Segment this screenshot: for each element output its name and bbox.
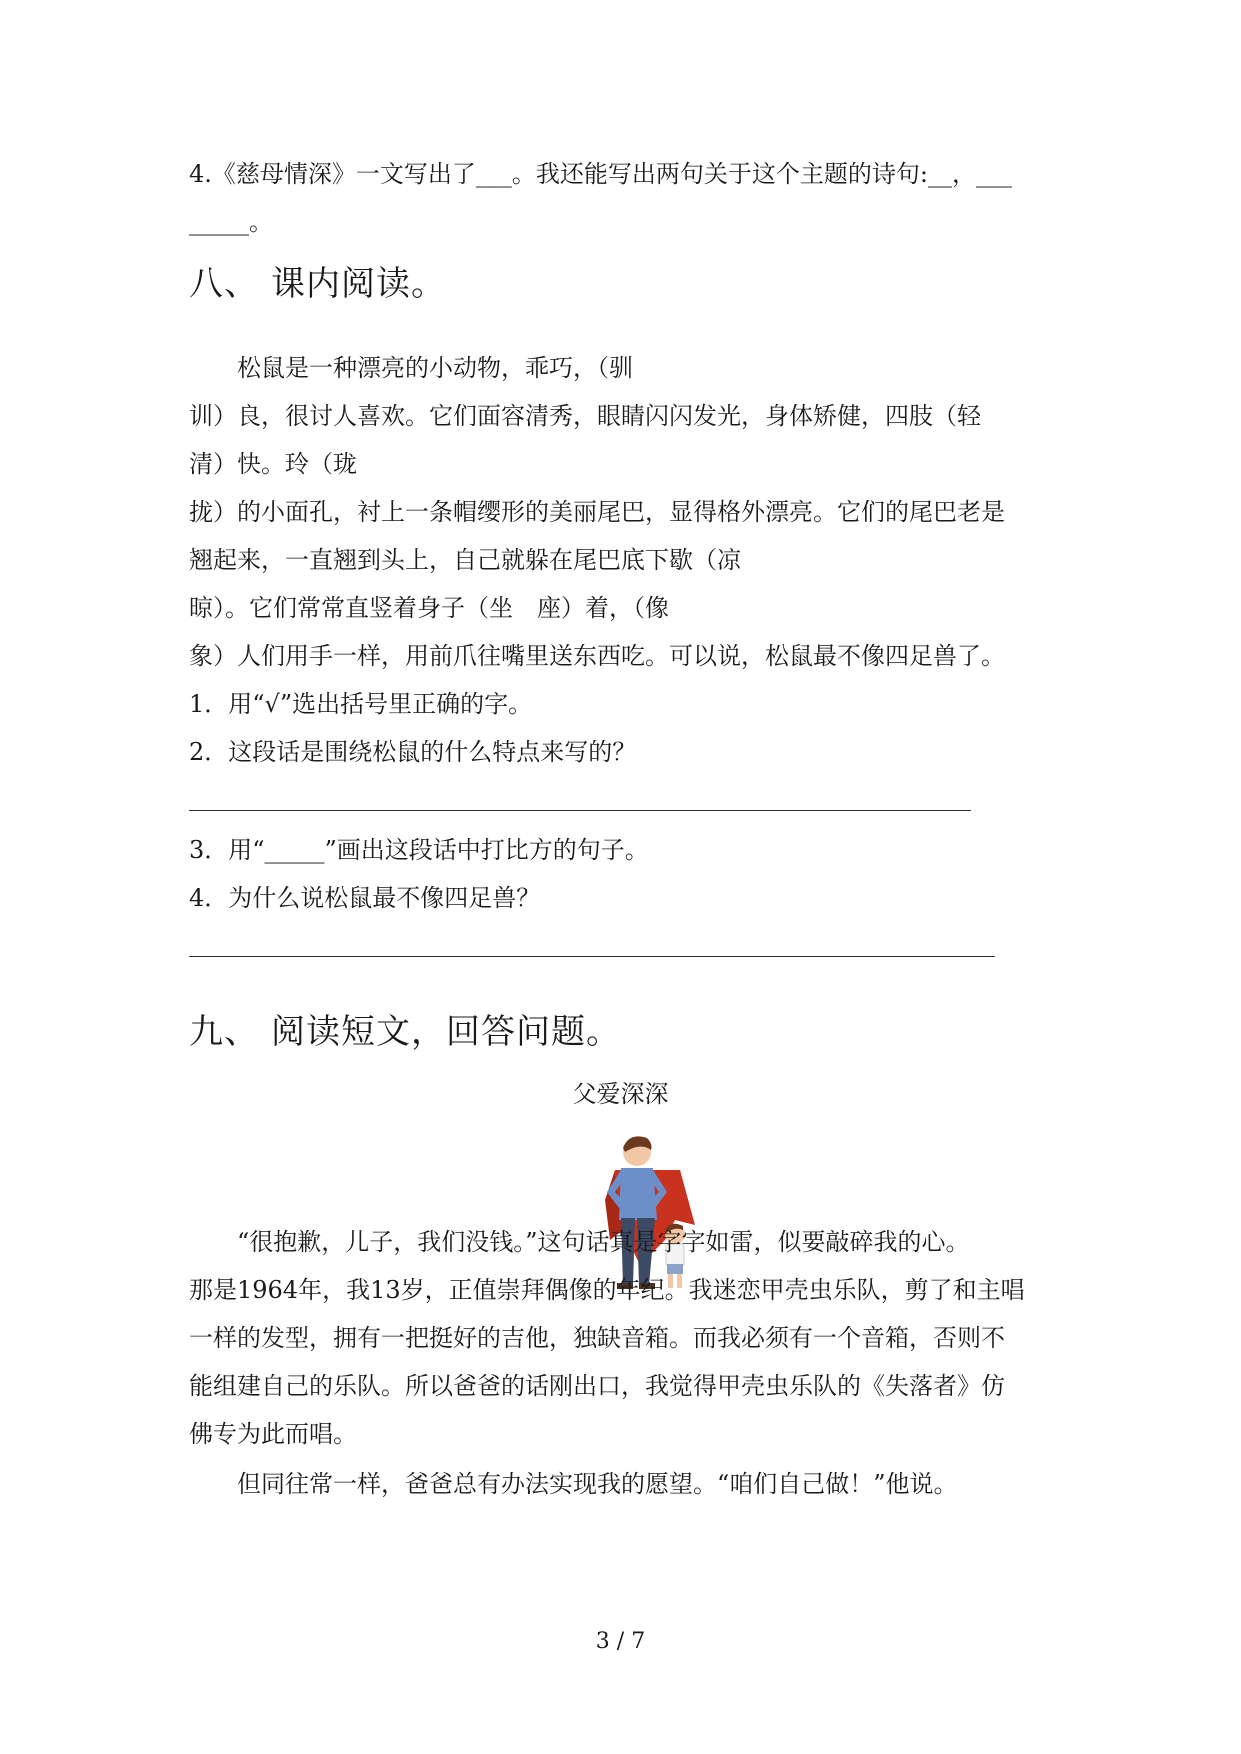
passage-line: 训）良，很讨人喜欢。它们面容清秀，眼睛闪闪发光，身体矫健，四肢（轻	[189, 402, 981, 430]
passage-line: 清）快。玲（珑	[189, 450, 357, 478]
section8-heading	[189, 262, 446, 306]
section9-title: 阅读短文，回答问题。	[271, 1012, 621, 1052]
answer-line-q4[interactable]	[189, 956, 995, 957]
passage-line: 晾）。它们常常直竖着身子（坐 座）着，（像	[189, 594, 669, 622]
passage-line: 象）人们用手一样，用前爪往嘴里送东西吃。可以说，松鼠最不像四足兽了。	[189, 642, 1005, 670]
question-1: 1．用“√”选出括号里正确的字。	[189, 690, 533, 718]
article-line: “很抱歉，儿子，我们没钱。”这句话真是字字如雷，似要敲碎我的心。	[189, 1228, 970, 1256]
question-4: 4．为什么说松鼠最不像四足兽？	[189, 884, 541, 912]
article-line: 但同往常一样，爸爸总有办法实现我的愿望。“咱们自己做！”他说。	[189, 1470, 958, 1498]
father-son-illustration	[585, 1130, 710, 1295]
article-title: 父爱深深	[572, 1080, 669, 1108]
article-line: 那是1964年，我13岁，正值崇拜偶像的年纪。我迷恋甲壳虫乐队，剪了和主唱	[189, 1276, 1025, 1304]
passage-line: 松鼠是一种漂亮的小动物，乖巧，（驯	[189, 354, 633, 382]
q4-line-1: 4.《慈母情深》一文写出了___。我还能写出两句关于这个主题的诗句:__，___	[189, 160, 1012, 188]
article-line: 一样的发型，拥有一把挺好的吉他，独缺音箱。而我必须有一个音箱，否则不	[189, 1324, 1005, 1352]
question-2: 2．这段话是围绕松鼠的什么特点来写的？	[189, 738, 637, 766]
passage-line: 翘起来，一直翘到头上，自己就躲在尾巴底下歇（凉	[189, 546, 741, 574]
section8-number: 八、	[189, 264, 259, 304]
page-number: 3 / 7	[595, 1629, 646, 1654]
section9-heading	[189, 1010, 621, 1054]
answer-line-q2[interactable]	[189, 810, 971, 811]
article-line: 能组建自己的乐队。所以爸爸的话刚出口，我觉得甲壳虫乐队的《失落者》仿	[189, 1372, 1005, 1400]
section8-title: 课内阅读。	[271, 264, 446, 304]
passage-line: 拢）的小面孔，衬上一条帽缨形的美丽尾巴，显得格外漂亮。它们的尾巴老是	[189, 498, 1005, 526]
article-line: 佛专为此而唱。	[189, 1420, 357, 1448]
section9-number: 九、	[189, 1012, 259, 1052]
question-3: 3．用“_____”画出这段话中打比方的句子。	[189, 836, 649, 864]
q4-line-2: _____。	[189, 208, 273, 236]
